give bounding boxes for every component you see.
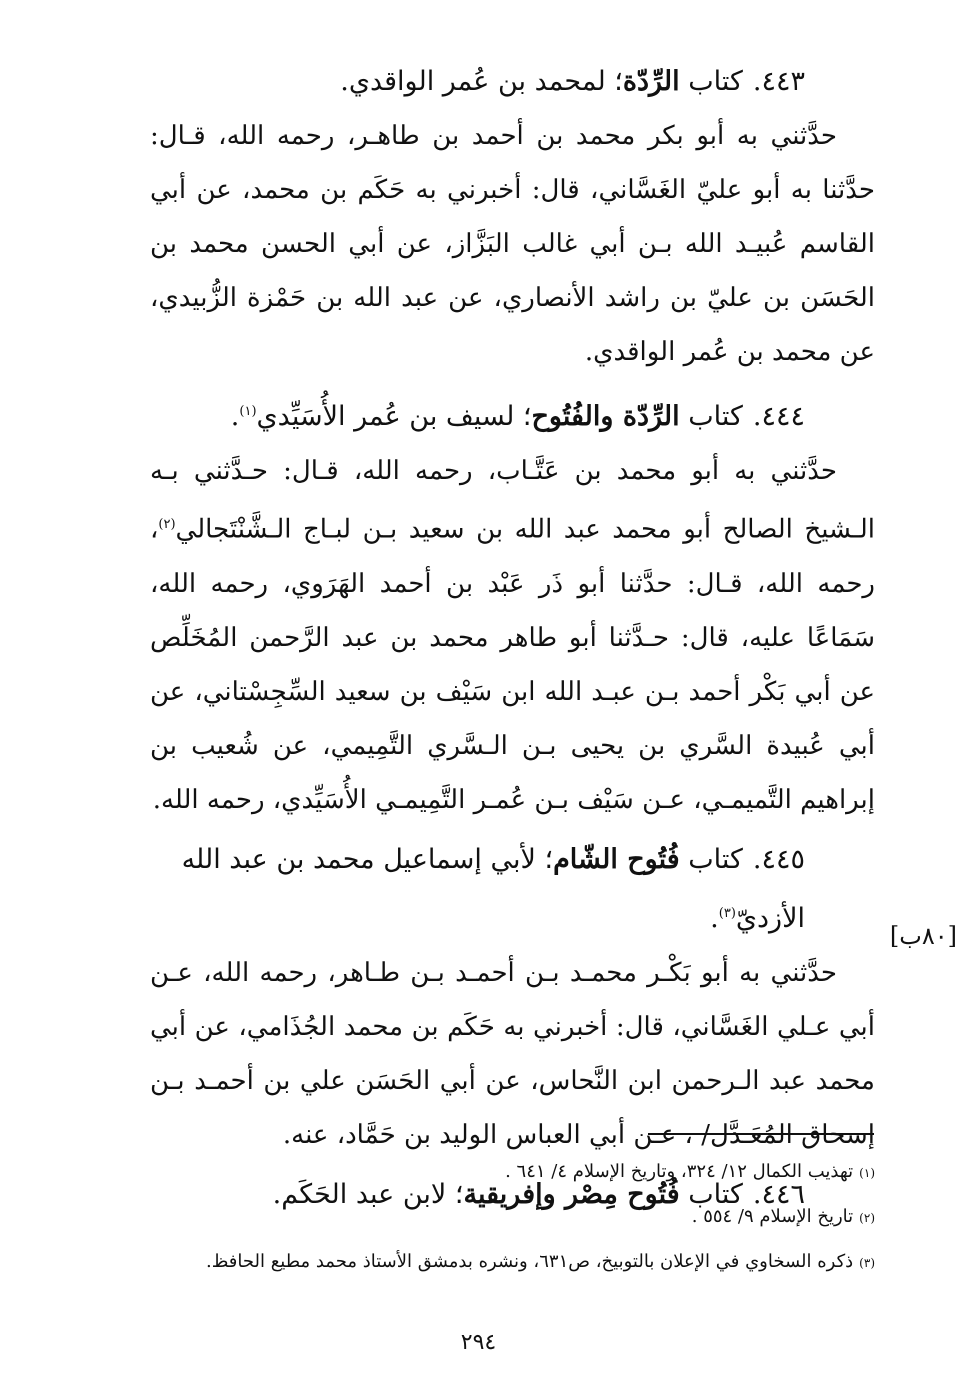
footnote-mark[interactable]: (٣): [718, 905, 736, 921]
footnote-text: تاريخ الإسلام ٩/ ٥٥٤ .: [691, 1206, 854, 1227]
entry-body-445: [150, 946, 875, 1162]
heading-prefix: كتاب: [679, 401, 743, 432]
book-title: الرِّدّة: [622, 66, 680, 97]
heading-author: ؛ لسيف بن عُمر الأُسَيِّدي: [256, 401, 532, 432]
page-body: [150, 55, 875, 1222]
entry-heading-445: [150, 833, 875, 946]
heading-prefix: كتاب: [679, 1178, 743, 1210]
heading-author: ؛ لمحمد بن عُمر الواقدي.: [340, 66, 623, 97]
entry-body-text: ، رحمه الله، قـال: حدَّثنا أبو ذَر عَبْد بن أحمد الهَرَوي، رحمه الله، سَمَاعًا عليه، قال: حـدَّثنا أبو طاهر محمد بن عبد الرَّحمن المُخَلِّص عن أبي بَكْر أحمد بـن عبـد الله ابن سَيْف بن سعيد السِّجِسْتاني، عن أبي عُبيدة السَّري بن يحيى بـن الـسَّري التَّمِيمي، عن شُعيب بن إبراهيم التَّميمـي، عـن سَيْف بـن عُمـر التَّمِيمـي الأُسَيِّدي، رحمه الله.: [150, 514, 875, 815]
heading-author: ؛ لأبي إسماعيل محمد بن عبد الله الأزديّ: [181, 843, 805, 934]
footnote-mark[interactable]: (١): [239, 404, 257, 419]
entry-number: ٤٤٣.: [752, 66, 805, 97]
heading-prefix: كتاب: [679, 843, 743, 875]
footnote-number: (١): [859, 1166, 875, 1180]
footnote-text: ذكره السخاوي في الإعلان بالتوبيخ، ص٦٣١، ونشره بدمشق الأستاذ محمد مطيع الحافظ.: [206, 1251, 854, 1272]
book-title: فُتُوح مِصْر وإفريقية: [463, 1178, 680, 1210]
entry-body-text: حدَّثني به أبو محمد بن عَتَّـاب، رحمه الله، قـال: حـدَّثني بـه الـشيخ الصالح أبو محمد عبد الله بن سعيد بـن لبـاج الـشَّنْتَجالي: [150, 456, 876, 545]
entry-number: ٤٤٤.: [752, 401, 805, 432]
footnote-3: [150, 1240, 875, 1285]
entry-heading-443: [150, 55, 875, 109]
footnote-divider: [648, 1133, 874, 1135]
entry-body-text: حدَّثني به أبو بَكْـر محمـد بـن أحمـد بـن طـاهر، رحمه الله، عـن أبي عـلي الغَسَّاني، قال: أخبرني به حَكَم بن محمد الجُذَامي، عن أبي محمد عبد الـرحمن ابن النَّحاس، عن أبي الحَسَن علي بن أحمـد بـن إسحاق المُعَـدَّل/ ، عـن أبي العباس الوليد بن حَمَّاد، عنه.: [150, 957, 875, 1150]
entry-heading-444: [150, 385, 875, 444]
entry-number: ٤٤٦.: [752, 1178, 805, 1210]
entry-number: ٤٤٥.: [752, 843, 805, 875]
footnote-text: تهذيب الكمال ١٢/ ٣٢٤، وتاريخ الإسلام ٤/ ٦٤١ .: [505, 1161, 854, 1182]
heading-author: ؛ لابن عبد الحَكَم.: [272, 1178, 464, 1210]
footnotes: [150, 1150, 875, 1285]
entry-body-443: [150, 109, 875, 379]
footnote-number: (٣): [859, 1256, 875, 1270]
page-number: ٢٩٤: [460, 1330, 497, 1355]
footnote-1: [150, 1150, 875, 1195]
footnote-2: [150, 1195, 875, 1240]
book-title: الرِّدّة والفُتُوح: [531, 401, 680, 432]
book-title: فُتُوح الشّام: [553, 843, 680, 875]
entry-body-444: [150, 444, 875, 827]
manuscript-folio-marker: [٨٠ب]: [889, 922, 957, 950]
footnote-mark[interactable]: (٢): [158, 517, 176, 532]
heading-end: .: [710, 902, 719, 934]
heading-end: .: [230, 401, 240, 432]
footnote-number: (٢): [859, 1211, 875, 1225]
entry-body-text: حدَّثني به أبو بكر محمد بن أحمد بن طاهـر، رحمه الله، قـال: حدَّثنا به أبو عليّ الغَسَّاني، قال: أخبرني به حَكَم بن محمد، عن أبي القاسم عُبيـد الله بـن أبي غالب البَزَّاز، عن أبي الحسن محمد بن الحَسَن بن عليّ بن راشد الأنصاري، عن عبد الله بن حَمْزة الزُّبيدي، عن محمد بن عُمر الواقدي.: [150, 121, 875, 367]
heading-prefix: كتاب: [679, 66, 743, 97]
